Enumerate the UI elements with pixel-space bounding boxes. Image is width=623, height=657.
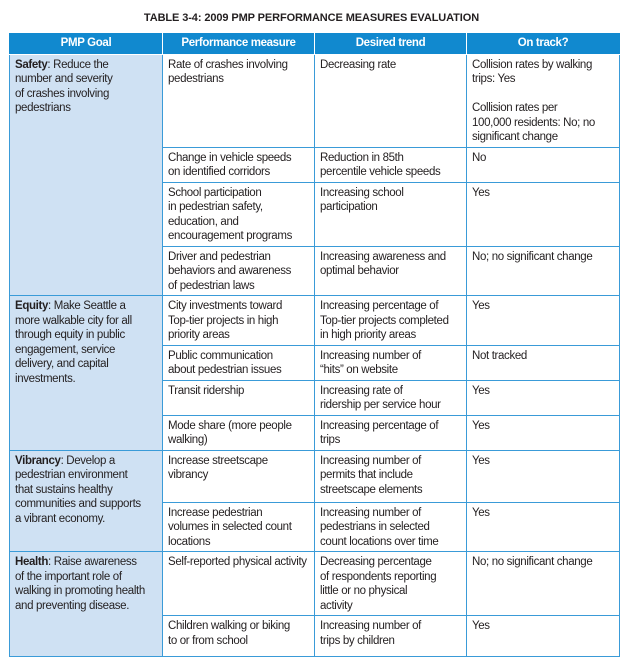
goal-cell (10, 296, 163, 451)
trend-cell: Decreasing percentage of respondents reporting little or no physical activity (315, 552, 467, 616)
trend-cell: Increasing rate of ridership per service hour (315, 380, 467, 415)
goal-description: : Reduce the number and severity of crashes involving pedestrians (15, 58, 113, 114)
on-track-cell: Yes (467, 182, 620, 246)
trend-cell: Increasing school participation (315, 182, 467, 246)
measure-cell: Public communication about pedestrian issues (163, 345, 315, 380)
performance-measures-table (9, 33, 620, 657)
goal-name: Equity (15, 300, 49, 312)
trend-cell: Increasing percentage of Top-tier projects completed in high priority areas (315, 296, 467, 346)
on-track-cell: Yes (467, 450, 620, 502)
goal-cell (10, 54, 163, 296)
on-track-cell: Yes (467, 502, 620, 552)
measure-cell: School participation in pedestrian safety, education, and encouragement programs (163, 182, 315, 246)
goal-description: : Make Seattle a more walkable city for all through equity in public engagement, service delivery, and capital investments. (15, 300, 132, 385)
goal-name: Vibrancy (15, 454, 61, 467)
measure-cell: Self-reported physical activity (163, 552, 315, 616)
on-track-cell: No; no significant change (467, 246, 620, 296)
trend-cell: Increasing number of pedestrians in selected count locations over time (315, 502, 467, 552)
on-track-cell: No (467, 147, 620, 182)
header-row (10, 33, 620, 54)
on-track-cell: Yes (467, 296, 620, 346)
measure-cell: Rate of crashes involving pedestrians (163, 54, 315, 147)
measure-cell: Driver and pedestrian behaviors and awareness of pedestrian laws (163, 246, 315, 296)
trend-cell: Increasing awareness and optimal behavior (315, 246, 467, 296)
trend-cell: Decreasing rate (315, 54, 467, 147)
goal-cell (10, 450, 163, 552)
on-track-cell: Yes (467, 616, 620, 657)
goal-name: Health (15, 556, 49, 568)
measure-cell: Change in vehicle speeds on identified corridors (163, 147, 315, 182)
header-performance-measure: Performance measure (163, 33, 315, 54)
table-row (10, 552, 620, 616)
measure-cell: City investments toward Top-tier projects in high priority areas (163, 296, 315, 346)
measure-cell: Mode share (more people walking) (163, 415, 315, 450)
on-track-cell: No; no significant change (467, 552, 620, 616)
table-row (10, 450, 620, 502)
on-track-cell: Yes (467, 415, 620, 450)
trend-cell: Increasing percentage of trips (315, 415, 467, 450)
measure-cell: Transit ridership (163, 380, 315, 415)
goal-description: : Raise awareness of the important role of walking in promoting health and preventing disease. (15, 556, 145, 612)
table-row (10, 54, 620, 147)
header-pmp-goal: PMP Goal (10, 33, 163, 54)
trend-cell: Increasing number of permits that include streetscape elements (315, 450, 467, 502)
trend-cell: Increasing number of trips by children (315, 616, 467, 657)
header-on-track: On track? (467, 33, 620, 54)
trend-cell: Increasing number of “hits” on website (315, 345, 467, 380)
on-track-cell: Not tracked (467, 345, 620, 380)
goal-description: : Develop a pedestrian environment that sustains healthy communities and supports a vibrant economy. (15, 454, 141, 525)
on-track-cell: Collision rates by walking trips: Yes Collision rates per 100,000 residents: No; no significant change (467, 54, 620, 147)
header-desired-trend: Desired trend (315, 33, 467, 54)
measure-cell: Increase pedestrian volumes in selected count locations (163, 502, 315, 552)
goal-name: Safety (15, 58, 48, 71)
measure-cell: Children walking or biking to or from school (163, 616, 315, 657)
measure-cell: Increase streetscape vibrancy (163, 450, 315, 502)
trend-cell: Reduction in 85th percentile vehicle speeds (315, 147, 467, 182)
on-track-cell: Yes (467, 380, 620, 415)
table-title: TABLE 3-4: 2009 PMP PERFORMANCE MEASURES EVALUATION (143, 12, 480, 24)
table-row (10, 296, 620, 346)
goal-cell (10, 552, 163, 657)
